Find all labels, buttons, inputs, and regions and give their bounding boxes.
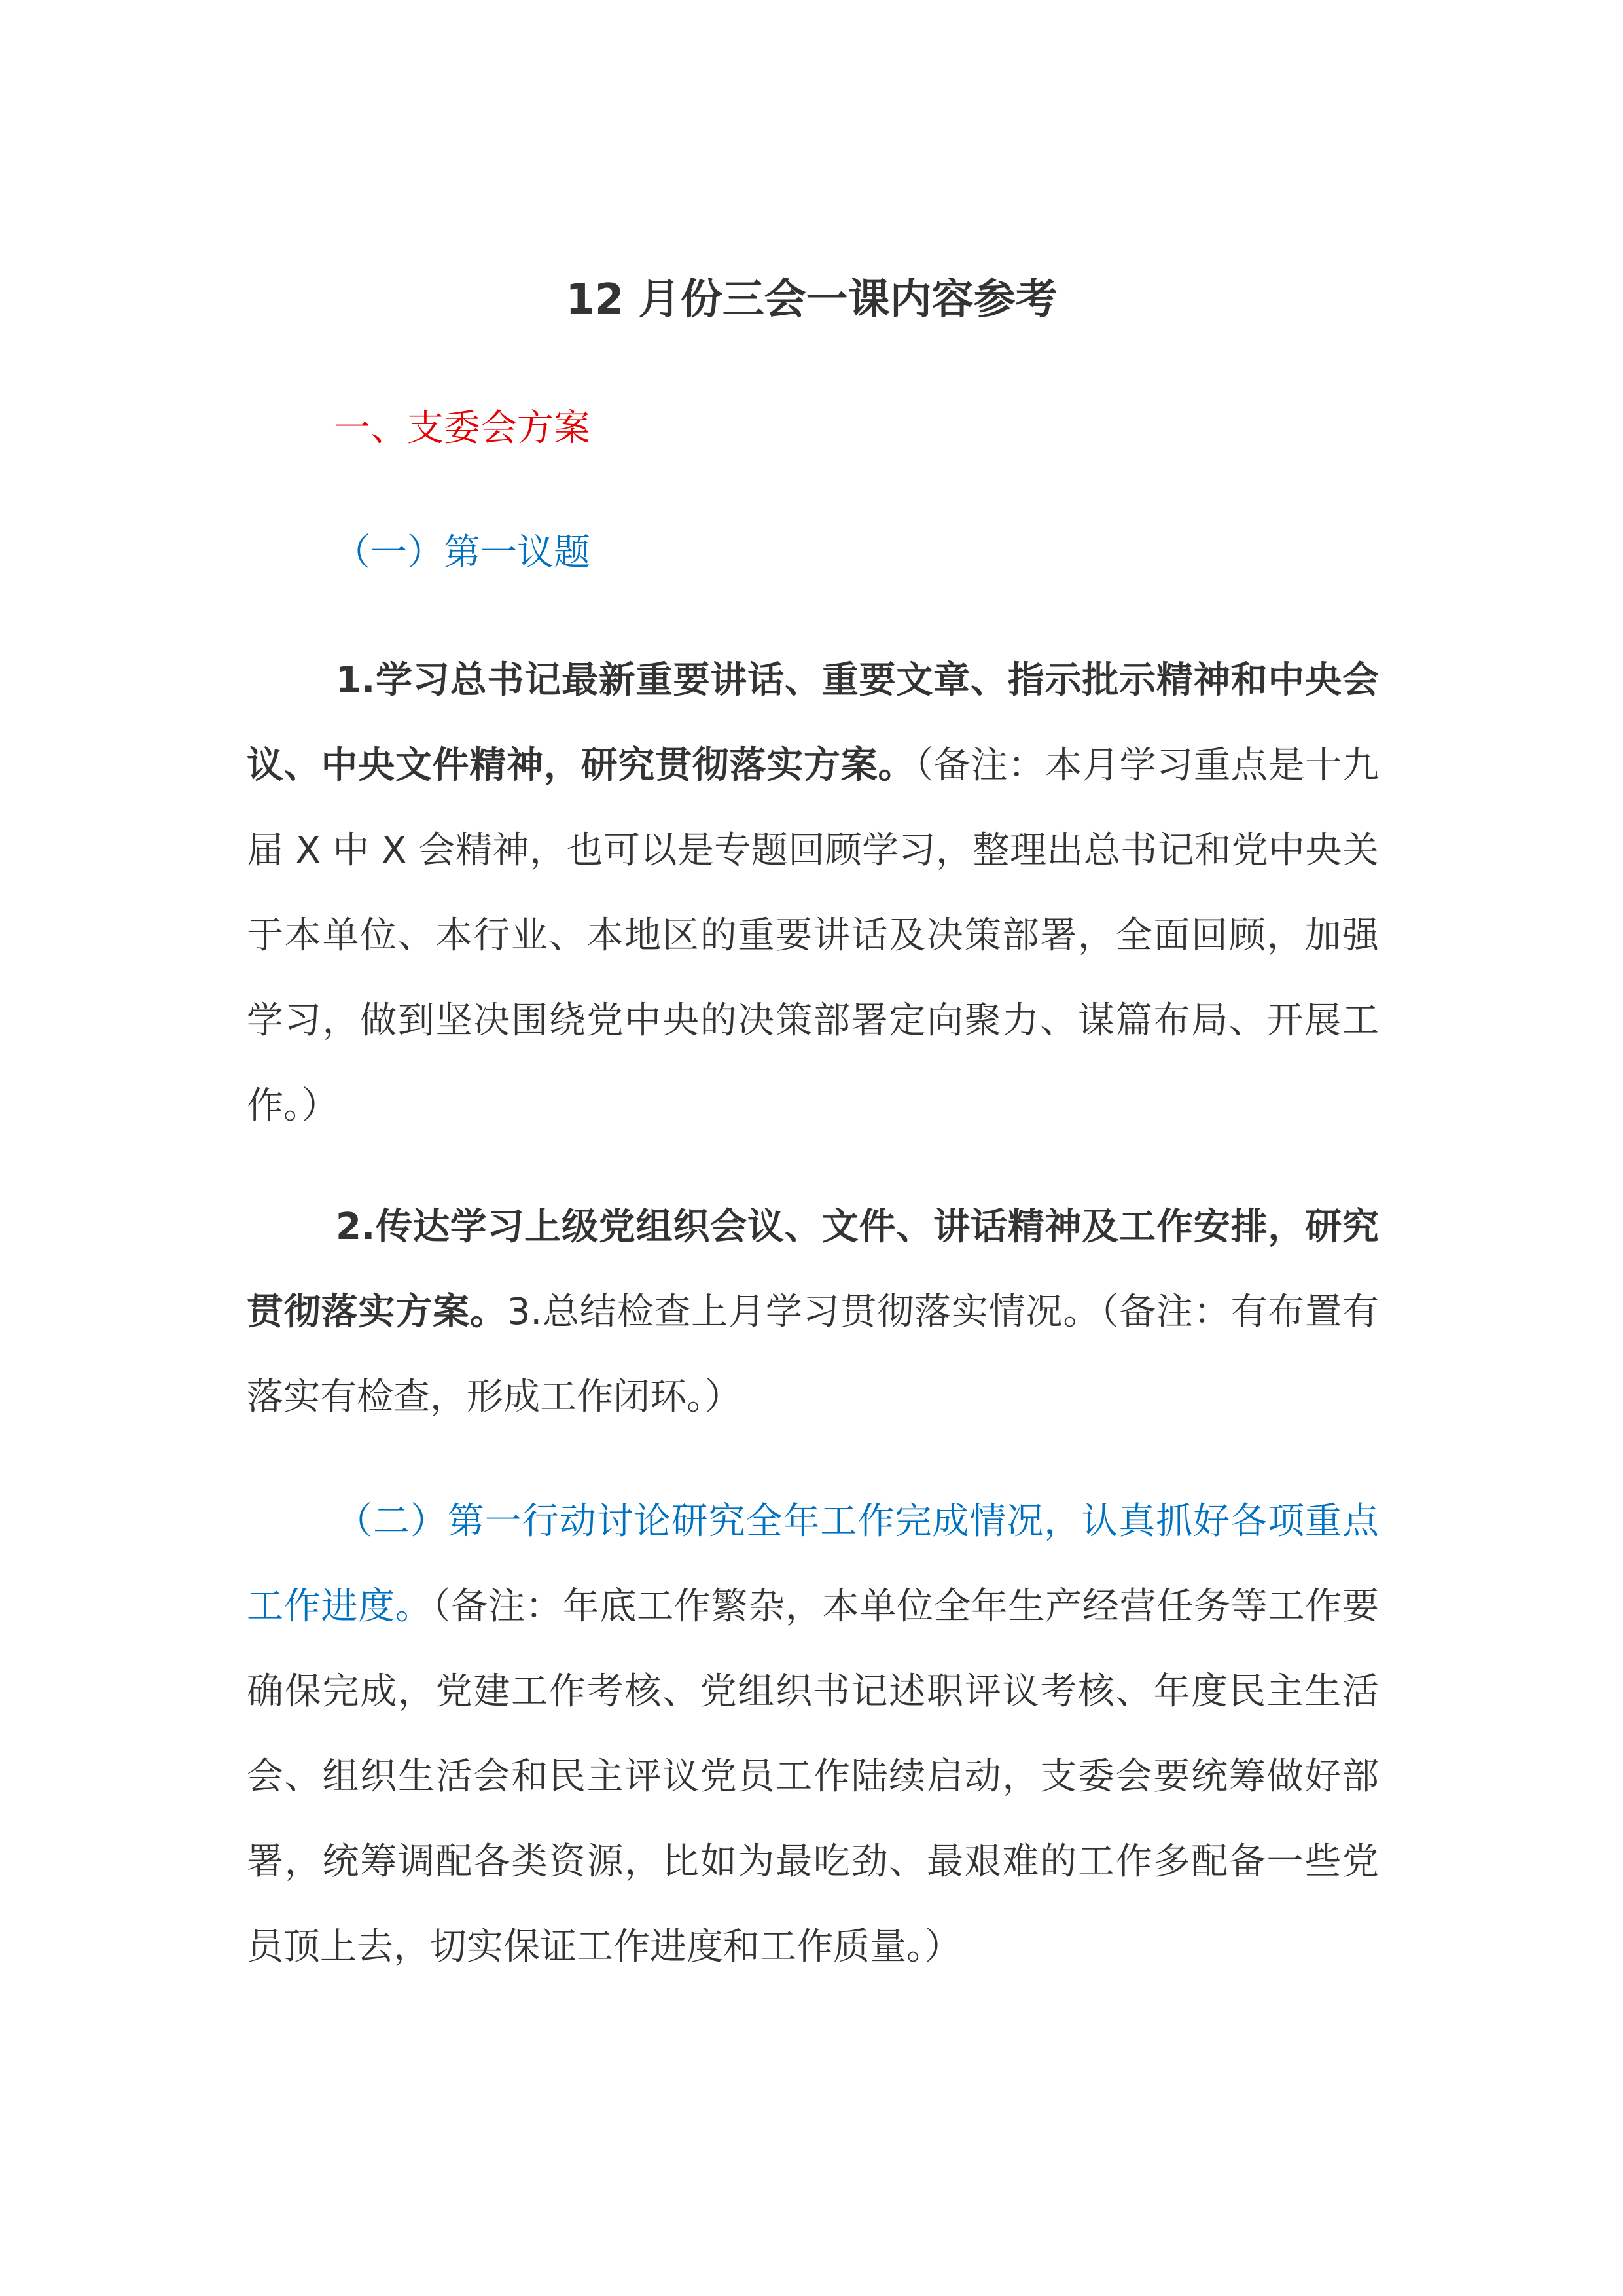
subsection-heading-first-topic: （一）第一议题 — [334, 531, 590, 574]
item-1-note: （备注：本月学习重点是十九届 X 中 X 会精神，也可以是专题回顾学习，整理出总书记和党中央关于本单位、本行业、本地区的重要讲话及决策部署，全面回顾，加强学习，做到坚决围绕党中央的决策部署定向聚力、谋篇布局、开展工作。） — [247, 744, 1380, 1127]
paragraph-item-1 — [247, 638, 1379, 1149]
item-2-note: （备注：有布置有落实有检查，形成工作闭环。） — [247, 1291, 1379, 1418]
section-heading-branch-committee: 一、支委会方案 — [334, 407, 590, 450]
item-2-bold-text: 2.传达学习上级党组织会议、文件、讲话精神及工作安排，研究贯彻落实方案。 — [247, 1206, 1379, 1333]
first-action-note: （备注：年底工作繁杂，本单位全年生产经营任务等工作要确保完成，党建工作考核、党组织书记述职评议考核、年度民主生活会、组织生活会和民主评议党员工作陆续启动，支委会要统筹做好部署，统筹调配各类资源，比如为最吃劲、最艰难的工作多配备一些党员顶上去，切实保证工作进度和工作质量。） — [247, 1585, 1380, 1968]
item-3-text: 3.总结检查上月学习贯彻落实情况。 — [507, 1291, 1101, 1333]
subsection-heading-first-action: （二）第一行动讨论研究全年工作完成情况，认真抓好各项重点工作进度。 — [247, 1500, 1379, 1628]
item-1-bold-text: 1.学习总书记最新重要讲话、重要文章、指示批示精神和中央会议、中央文件精神，研究贯彻落实方案。 — [247, 659, 1379, 787]
document-title: 12 月份三会一课内容参考 — [565, 276, 1058, 324]
paragraph-first-action — [247, 1479, 1379, 1990]
paragraph-item-2 — [247, 1185, 1379, 1440]
